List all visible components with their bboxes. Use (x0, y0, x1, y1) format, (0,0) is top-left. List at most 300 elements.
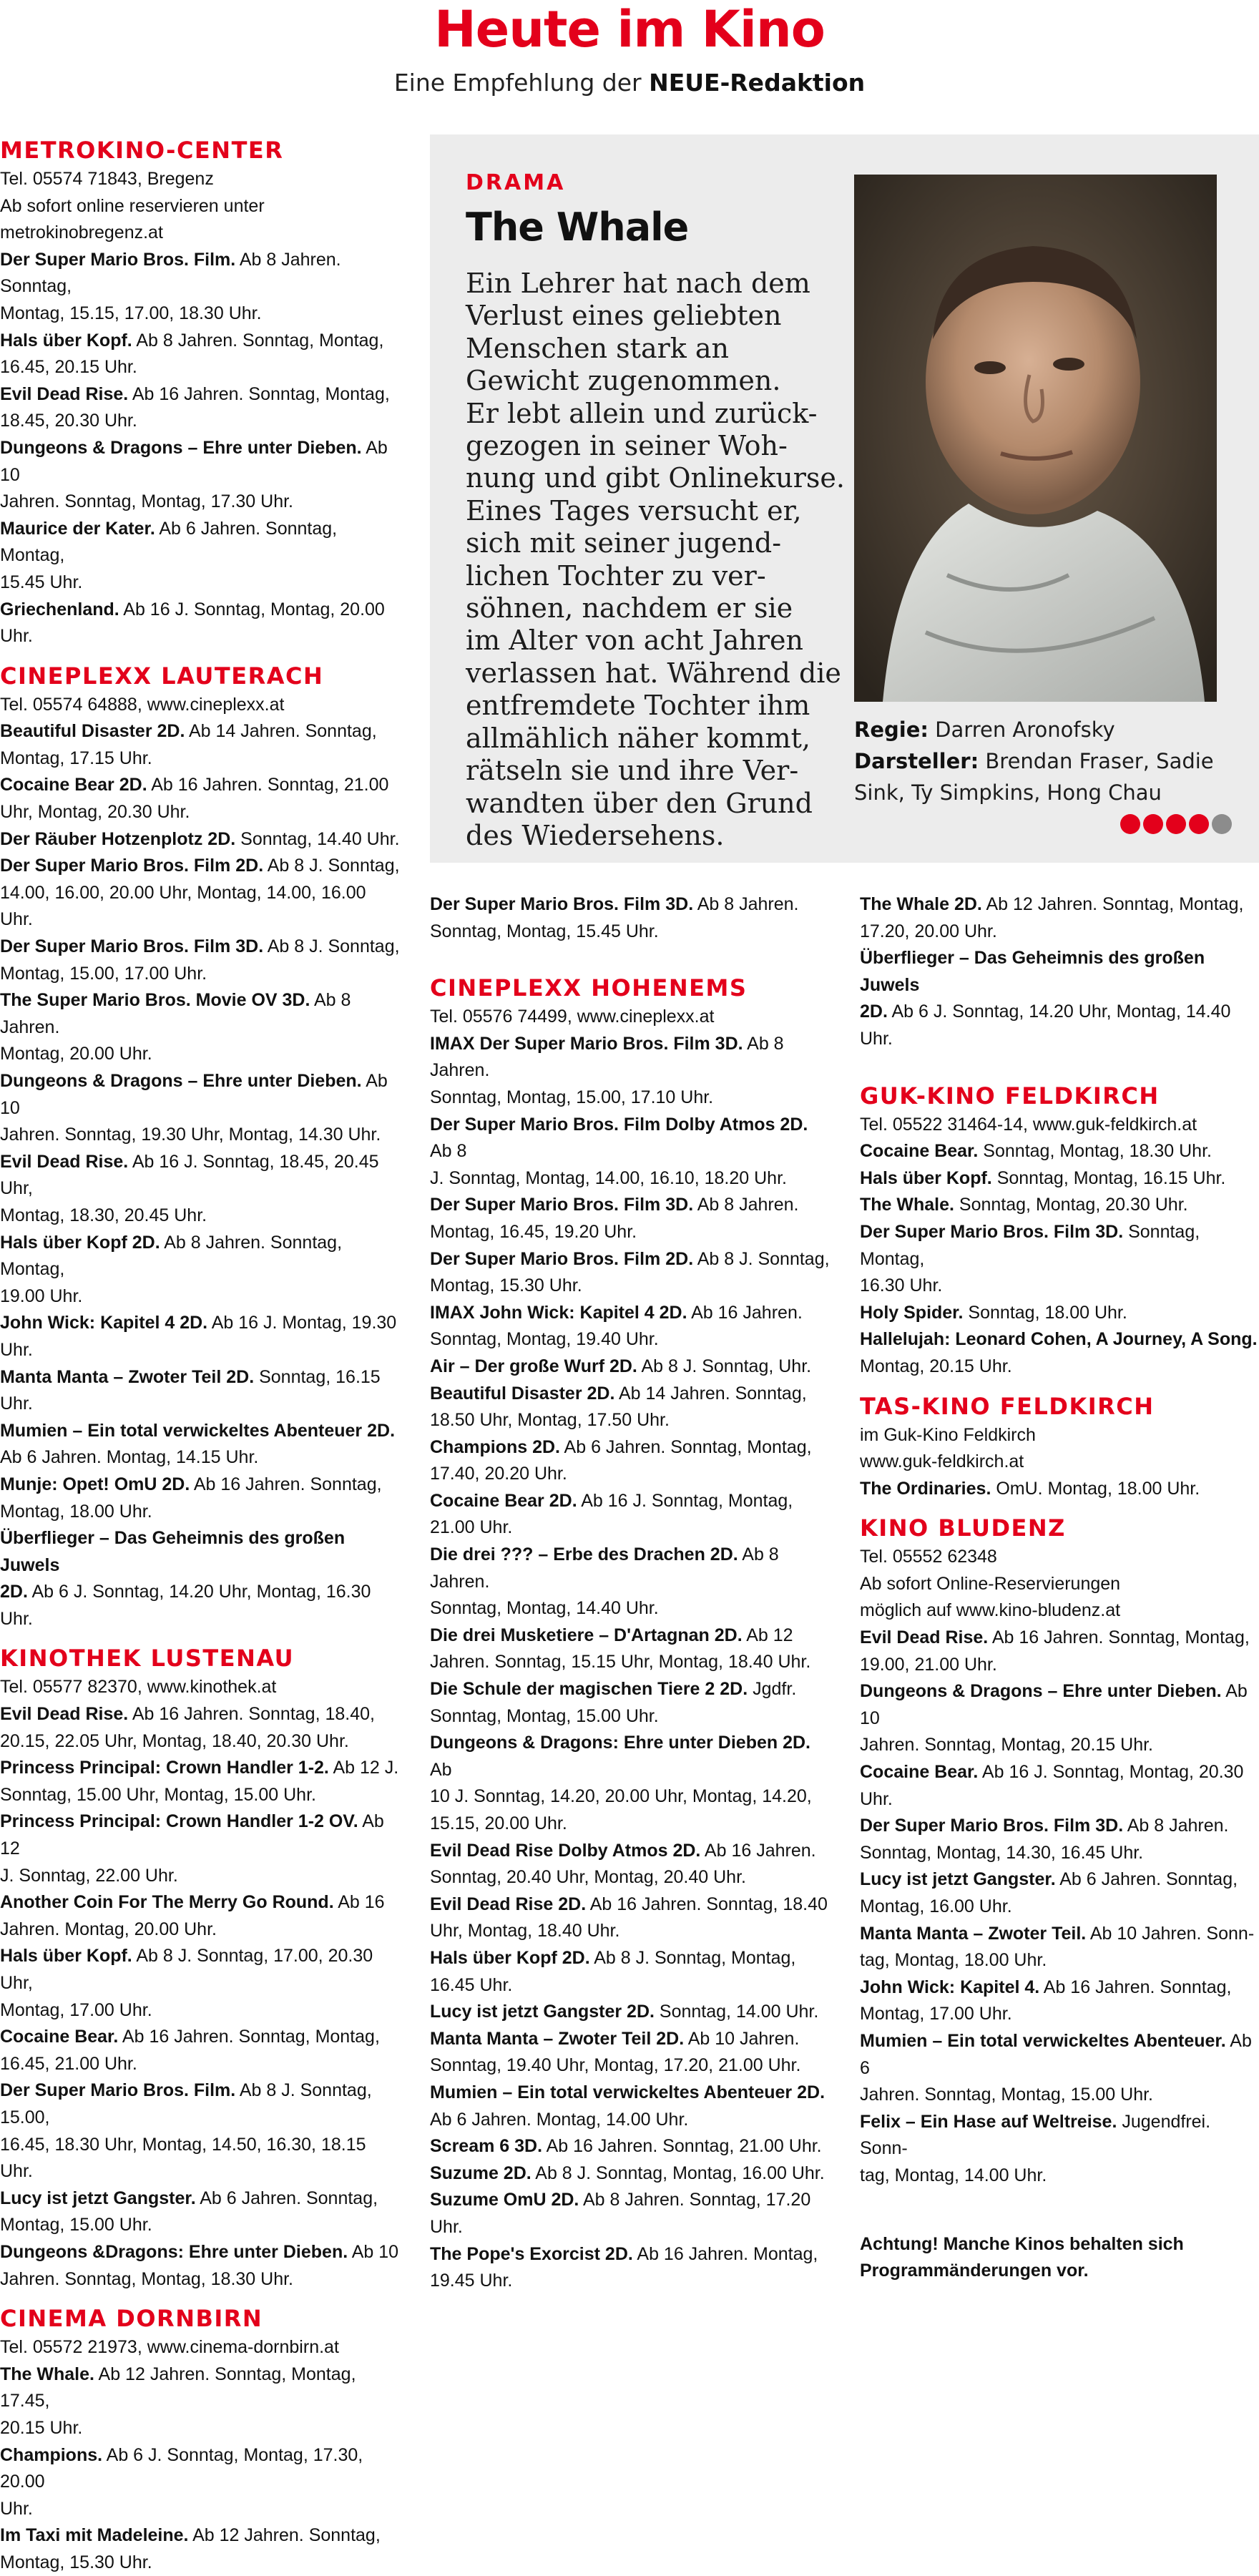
film-title: Cocaine Bear. (0, 2027, 119, 2047)
film-listing-line (0, 961, 401, 988)
film-listing-line (430, 1999, 831, 2026)
film-details: Ab 8 Jahren. (430, 1033, 784, 1081)
film-details: Jgdfr. (748, 1679, 797, 1700)
film-listing-line (430, 1783, 831, 1811)
film-details: Jahren. Sonntag, 19.30 Uhr, Montag, 14.30 Uhr. (0, 1125, 381, 1145)
film-listing-line (860, 1974, 1259, 2002)
film-details: Uhr, Montag, 18.40 Uhr. (430, 1921, 620, 1941)
film-details: Sonntag, 19.40 Uhr, Montag, 17.20, 21.00 Uhr. (430, 2055, 801, 2076)
film-title: Dungeons &Dragons: Ehre unter Dieben. (0, 2241, 348, 2262)
film-details: Ab 16 Jahren. Sonntag, 21.00 Uhr. (542, 2136, 822, 2157)
film-details: Ab 16 Jahren. Sonntag, 18.40 (586, 1894, 828, 1914)
film-title: Felix – Ein Hase auf Weltreise. (860, 2111, 1117, 2132)
film-details: Ab 12 Jahren. Sonntag, Montag, (981, 894, 1244, 914)
film-listing-line (0, 1755, 401, 1782)
film-listing-line (430, 1407, 831, 1434)
film-title: Der Super Mario Bros. Film 2D. (0, 856, 264, 876)
film-details: Sonntag, 18.00 Uhr. (963, 1302, 1127, 1323)
feature-title: The Whale (466, 205, 689, 250)
feature-text-line: entfremdete Tochter ihm (466, 690, 810, 722)
film-listing-line (0, 2077, 401, 2131)
film-listing-line (0, 826, 401, 853)
film-title: Holy Spider. (860, 1302, 964, 1323)
feature-credits (854, 714, 1240, 808)
film-listing-line (0, 1364, 401, 1418)
film-listing-line (0, 987, 401, 1041)
film-details: tag, Montag, 14.00 Uhr. (860, 2165, 1047, 2185)
film-details: Sonntag, Montag, 19.40 Uhr. (430, 1329, 659, 1350)
film-title: Evil Dead Rise. (860, 1627, 989, 1648)
film-title: Der Super Mario Bros. Film Dolby Atmos 2D. (430, 1114, 808, 1135)
left-column (0, 134, 401, 2576)
film-listing-line (860, 1165, 1259, 1192)
film-listing-line (860, 2082, 1259, 2109)
feature-text-line: im Alter von acht Jahren (466, 625, 804, 657)
film-listing-line (860, 1921, 1259, 1948)
film-title: Air – Der große Wurf 2D. (430, 1356, 637, 1376)
feature-text-line: wandten über den Grund (466, 787, 813, 819)
film-listing-line (430, 1192, 831, 1219)
film-listing-line (860, 2109, 1259, 2163)
film-details: Montag, 20.00 Uhr. (0, 1044, 152, 1064)
film-details: Ab 16 J. Montag, 19.30 Uhr. (0, 1313, 397, 1360)
film-listing-line (430, 1219, 831, 1246)
film-listing-line (0, 597, 401, 650)
cinema-block (0, 2303, 401, 2576)
feature-text-line: Ein Lehrer hat nach dem (466, 268, 810, 299)
film-listing-line (860, 1840, 1259, 1867)
film-details: Montag, 17.00 Uhr. (860, 2004, 1012, 2024)
film-details: Ab 10 (348, 2241, 399, 2262)
film-details: Ab 8 Jahren. (693, 1195, 799, 1215)
film-listing-line (430, 1972, 831, 1999)
film-details: Ab 8 J. Sonntag, Montag, (589, 1947, 796, 1968)
film-title: Mumien – Ein total verwickeltes Abenteuer. (860, 2030, 1226, 2051)
film-listing-line (0, 328, 401, 355)
film-details: Montag, 15.00, 17.00 Uhr. (0, 963, 207, 984)
film-title: Manta Manta – Zwoter Teil 2D. (0, 1366, 255, 1387)
film-listing-line (0, 2361, 401, 2415)
film-title: Lucy ist jetzt Gangster. (860, 1869, 1056, 1890)
film-listing-line (860, 1866, 1259, 1894)
right-column (860, 891, 1259, 2285)
film-listing-line (0, 354, 401, 381)
film-title: Scream 6 3D. (430, 2136, 543, 2157)
film-listing-line (0, 2132, 401, 2185)
film-title: Suzume OmU 2D. (430, 2190, 579, 2210)
film-listing-line (860, 1678, 1259, 1732)
film-details: Ab 8 J. Sonntag, 15.00, (0, 2080, 372, 2127)
feature-text-line: sich mit seiner jugend- (466, 527, 782, 559)
film-listing-line (430, 2052, 831, 2080)
film-details: 16.45, 18.30 Uhr, Montag, 14.50, 16.30, 18.15 Uhr. (0, 2134, 366, 2182)
film-listing-line (430, 1031, 831, 1084)
rating-dot-filled (1166, 814, 1186, 834)
film-title: Die Schule der magischen Tiere 2 2D. (430, 1679, 748, 1700)
film-details: Ab 16 (333, 1892, 385, 1913)
cinema-block (0, 1642, 401, 2293)
film-listing-line (860, 2163, 1259, 2190)
film-details: Ab 8 Jahren. Sonntag, 17.20 Uhr. (430, 2190, 811, 2237)
film-title: The Ordinaries. (860, 1478, 991, 1499)
film-title: Evil Dead Rise. (0, 1704, 129, 1725)
film-listing-line (0, 1203, 401, 1230)
film-listing-line (0, 1230, 401, 1283)
cinema-info: Tel. 05574 71843, Bregenz (0, 169, 214, 189)
film-listing-line (430, 1273, 831, 1300)
film-listing-line (430, 1838, 831, 1865)
film-title: Maurice der Kater. (0, 518, 155, 539)
film-details: Jahren. Sonntag, Montag, 18.30 Uhr. (0, 2268, 293, 2289)
feature-text-line: verlassen hat. Während die (466, 657, 841, 689)
cinema-name: CINEPLEXX HOHENEMS (430, 974, 748, 1002)
film-details: Montag, 16.00 Uhr. (860, 1896, 1012, 1916)
film-details: Ab 6 J. Sonntag, 14.20 Uhr, Montag, 14.40 Uhr. (860, 1001, 1231, 1049)
film-title: 2D. (860, 1001, 888, 1022)
film-details: Ab 8 Jahren. Sonntag, Montag, (132, 330, 384, 351)
film-title: Champions. (0, 2444, 103, 2465)
cinema-info: Tel. 05577 82370, www.kinothek.at (0, 1677, 277, 1698)
film-details: Ab (430, 1759, 452, 1780)
film-details: Sonntag, Montag, 16.15 Uhr. (991, 1167, 1226, 1188)
film-details: Ab 6 Jahren. Sonntag, (1055, 1869, 1238, 1890)
film-details: Ab 8 (430, 1141, 467, 1162)
cinema-info: im Guk-Kino Feldkirch (860, 1424, 1036, 1445)
film-details: Ab 12 J. (328, 1758, 399, 1778)
film-details: Ab 6 Jahren. Sonntag, (195, 2188, 378, 2208)
film-title: Hals über Kopf. (860, 1167, 992, 1188)
film-listing-line (430, 2241, 831, 2268)
film-details: Ab 6 Jahren. Sonntag, Montag, (0, 518, 338, 566)
film-listing-line (0, 1122, 401, 1149)
film-listing-line (0, 1728, 401, 1755)
film-details: Ab 6 J. Sonntag, 14.20 Uhr, Montag, 16.30 Uhr. (0, 1582, 371, 1629)
rating-dots (1120, 814, 1232, 836)
film-details: Ab 14 Jahren. Sonntag, (185, 721, 377, 742)
feature-text-line: Er lebt allein und zurück- (466, 397, 818, 429)
cinema-info: Tel. 05576 74499, www.cineplexx.at (430, 1007, 715, 1027)
film-listing-line (430, 1918, 831, 1945)
film-listing-line (0, 1889, 401, 1916)
film-title: Champions 2D. (430, 1436, 560, 1457)
film-details: Sonntag, 20.40 Uhr, Montag, 20.40 Uhr. (430, 1867, 746, 1888)
film-details: Ab 8 J. Sonntag, (263, 856, 400, 876)
film-listing-line (430, 2160, 831, 2188)
film-title: Hals über Kopf 2D. (0, 1232, 160, 1253)
film-listing-line (430, 1165, 831, 1192)
film-listing-line (430, 2268, 831, 2295)
film-listing-line (0, 2550, 401, 2576)
feature-text-line: Eines Tages versucht er, (466, 494, 802, 527)
film-details: Ab 6 Jahren. Montag, 14.00 Uhr. (430, 2109, 689, 2130)
cinema-info: Ab sofort online reservieren unter (0, 195, 265, 216)
film-title: Cocaine Bear 2D. (0, 775, 147, 795)
film-details: 14.00, 16.00, 20.00 Uhr, Montag, 14.00, 16.00 Uhr. (0, 882, 366, 930)
director-line: Regie: Darren Aronofsky (854, 718, 1115, 742)
film-details: Ab 10 (860, 1681, 1248, 1728)
film-listing-line (430, 919, 831, 946)
film-title: Griechenland. (0, 599, 119, 619)
film-details: Ab 16 Jahren. Montag, (632, 2243, 818, 2264)
film-listing-line (430, 1891, 831, 1919)
film-details: Uhr. (0, 2498, 33, 2519)
film-listing-line (0, 1579, 401, 1632)
film-listing-line (430, 891, 831, 919)
film-listing-line (430, 1595, 831, 1622)
film-listing-line (0, 2266, 401, 2293)
film-listing-line (430, 1084, 831, 1112)
film-details: Sonntag, Montag, (860, 1221, 1200, 1269)
film-listing-line (430, 1300, 831, 1327)
cinema-block (430, 891, 831, 945)
film-details: Ab 12 Jahren. Sonntag, (188, 2525, 381, 2546)
film-listing-line (0, 381, 401, 408)
film-title: Hals über Kopf. (0, 1946, 132, 1967)
cinema-info: Tel. 05572 21973, www.cinema-dornbirn.at (0, 2337, 339, 2358)
film-details: Ab 12 Jahren. Sonntag, Montag, 17.45, (0, 2364, 356, 2411)
film-listing-line (0, 408, 401, 435)
feature-text-line: Menschen stark an (466, 332, 729, 364)
film-details: Ab 16 Jahren. (700, 1840, 816, 1861)
film-title: Der Super Mario Bros. Film 3D. (0, 936, 264, 957)
film-details: Montag, 18.30, 20.45 Uhr. (0, 1205, 207, 1225)
film-title: Cocaine Bear. (860, 1762, 979, 1783)
film-details: Ab 8 J. Sonntag, 17.00, 20.30 Uhr, (0, 1946, 373, 1993)
film-details: tag, Montag, 18.00 Uhr. (860, 1950, 1047, 1971)
cinema-info: metrokinobregenz.at (0, 222, 163, 243)
film-details: Ab 8 Jahren. (1123, 1816, 1229, 1836)
film-details: Sonntag, 15.00 Uhr, Montag, 15.00 Uhr. (0, 1784, 316, 1805)
film-listing-line (0, 1701, 401, 1728)
film-listing-line (430, 1622, 831, 1650)
cinema-block (0, 660, 401, 1633)
film-details: Jugendfrei. Sonn- (860, 2111, 1211, 2159)
film-listing-line (0, 2239, 401, 2266)
film-details: Montag, 15.15, 17.00, 18.30 Uhr. (0, 303, 262, 323)
film-details: 19.45 Uhr. (430, 2271, 513, 2291)
film-details: Ab 8 Jahren. Sonntag, Montag, (0, 1232, 343, 1280)
cinema-info: Tel. 05552 62348 (860, 1547, 997, 1567)
film-listing-line (430, 1542, 831, 1595)
film-details: Jahren. Sonntag, 15.15 Uhr, Montag, 18.40 Uhr. (430, 1652, 811, 1673)
feature-description (466, 268, 866, 852)
page-title: Heute im Kino (434, 0, 825, 59)
film-listing-line (430, 1945, 831, 1972)
film-listing-line (0, 745, 401, 773)
film-listing-line (0, 934, 401, 961)
film-title: Evil Dead Rise. (0, 1151, 129, 1172)
film-details: Ab 16 Jahren. (687, 1302, 803, 1323)
film-listing-line (0, 1997, 401, 2024)
film-title: Der Super Mario Bros. Film. (0, 249, 236, 270)
film-title: Evil Dead Rise. (0, 383, 129, 404)
film-details: Ab 16 Jahren. Sonntag, (1039, 1977, 1232, 1997)
film-title: Überflieger – Das Geheimnis des großen Juwels (860, 948, 1205, 995)
feature-text-line: söhnen, nachdem er sie (466, 592, 793, 625)
cinema-info: www.guk-feldkirch.at (860, 1451, 1024, 1472)
feature-text-line: nung und gibt Onlinekurse. (466, 462, 845, 494)
cinema-name: CINEPLEXX LAUTERACH (0, 662, 324, 690)
disclaimer-line: Achtung! Manche Kinos behalten sich (860, 2233, 1184, 2254)
film-title: Dungeons & Dragons – Ehre unter Dieben. (0, 1071, 362, 1091)
cinema-name: TAS-KINO FELDKIRCH (860, 1392, 1155, 1420)
film-listing-line (0, 2522, 401, 2550)
film-details: 20.15 Uhr. (0, 2417, 83, 2438)
film-title: Princess Principal: Crown Handler 1-2 OV. (0, 1811, 358, 1832)
film-details: Ab 14 Jahren. Sonntag, (614, 1383, 807, 1404)
film-listing-line (430, 1730, 831, 1783)
film-details: Ab 16 Jahren. Sonntag, (190, 1474, 382, 1494)
film-details: Ab 16 J. Sonntag, Montag, 21.00 Uhr. (430, 1490, 793, 1538)
film-listing-line (860, 919, 1259, 946)
film-details: Sonntag, Montag, 15.00, 17.10 Uhr. (430, 1087, 714, 1107)
film-title: Der Räuber Hotzenplotz 2D. (0, 828, 236, 849)
film-details: Montag, 17.00 Uhr. (0, 1999, 152, 2020)
film-details: Montag, 18.00 Uhr. (0, 1501, 152, 1522)
film-details: J. Sonntag, 22.00 Uhr. (0, 1865, 178, 1886)
film-details: 18.50 Uhr, Montag, 17.50 Uhr. (430, 1410, 670, 1431)
cinema-block (860, 1080, 1259, 1381)
film-listing-line (0, 853, 401, 880)
cinema-block (0, 134, 401, 650)
film-title: The Super Mario Bros. Movie OV 3D. (0, 990, 310, 1011)
cinema-block (860, 1391, 1259, 1503)
film-details: 15.15, 20.00 Uhr. (430, 1813, 567, 1833)
film-details: 17.40, 20.20 Uhr. (430, 1464, 567, 1484)
cinema-info: möglich auf www.kino-bludenz.at (860, 1600, 1121, 1621)
film-title: Cocaine Bear. (860, 1141, 979, 1162)
film-details: Ab 8 Jahren. (693, 894, 799, 914)
film-listing-line (430, 1381, 831, 1408)
rating-dot-filled (1120, 814, 1140, 834)
film-listing-line (0, 772, 401, 799)
cinema-name: KINO BLUDENZ (860, 1514, 1066, 1542)
film-details: Montag, 15.30 Uhr. (0, 2552, 152, 2572)
film-title: Evil Dead Rise Dolby Atmos 2D. (430, 1840, 701, 1861)
cinema-name: GUK-KINO FELDKIRCH (860, 1082, 1160, 1110)
feature-text-line: rätseln sie und ihre Ver- (466, 755, 799, 787)
film-title: Princess Principal: Crown Handler 1-2. (0, 1758, 329, 1778)
film-title: Der Super Mario Bros. Film 3D. (430, 1195, 694, 1215)
film-title: Mumien – Ein total verwickeltes Abenteuer 2D. (430, 2082, 826, 2102)
film-details: Ab 6 J. Sonntag, Montag, 17.30, 20.00 (0, 2444, 363, 2492)
film-listing-line (0, 435, 401, 489)
film-listing-line (860, 1192, 1259, 1219)
film-details: Jahren. Sonntag, Montag, 17.30 Uhr. (0, 491, 293, 512)
film-details: Ab 10 Jahren. (684, 2028, 800, 2049)
film-listing-line (0, 2185, 401, 2213)
film-details: Ab 12 (0, 1811, 384, 1859)
cinema-name: METROKINO-CENTER (0, 137, 284, 164)
cinema-info: Tel. 05574 64888, www.cineplexx.at (0, 694, 285, 715)
film-details: 19.00 Uhr. (0, 1285, 83, 1306)
film-details: Montag, 15.00 Uhr. (0, 2215, 152, 2235)
cinema-name: CINEMA DORNBIRN (0, 2305, 263, 2333)
film-listing-line (0, 1916, 401, 1944)
film-details: J. Sonntag, Montag, 14.00, 16.10, 18.20 Uhr. (430, 1167, 787, 1188)
cinema-block (860, 891, 1259, 1053)
film-title: Im Taxi mit Madeleine. (0, 2525, 189, 2546)
film-title: Suzume 2D. (430, 2163, 531, 2183)
film-details: Ab 6 (860, 2030, 1252, 2078)
film-listing-line (0, 1808, 401, 1862)
film-details: Uhr, Montag, 20.30 Uhr. (0, 802, 190, 823)
film-title: Another Coin For The Merry Go Round. (0, 1892, 334, 1913)
film-details: Ab 8 Jahren. (430, 1544, 779, 1592)
film-title: The Whale 2D. (860, 894, 982, 914)
film-listing-line (0, 2212, 401, 2239)
feature-text-line: Verlust eines geliebten (466, 300, 782, 332)
film-details: Sonntag, Montag, 14.40 Uhr. (430, 1598, 659, 1619)
film-title: Überflieger – Das Geheimnis des großen Juwels (0, 1528, 346, 1575)
film-listing-line (860, 891, 1259, 919)
film-details: Ab 10 (0, 1071, 388, 1118)
film-details: Ab 16 Jahren. Sonntag, Montag, (118, 2027, 380, 2047)
film-title: Munje: Opet! OmU 2D. (0, 1474, 190, 1494)
film-listing-line (860, 1300, 1259, 1327)
film-listing-line (860, 1947, 1259, 1974)
film-details: Sonntag, Montag, 15.00 Uhr. (430, 1705, 659, 1726)
film-listing-line (860, 2001, 1259, 2028)
film-listing-line (0, 799, 401, 826)
rating-dot-filled (1143, 814, 1163, 834)
film-title: Hals über Kopf. (0, 330, 132, 351)
film-details: Ab 16 J. Sonntag, Montag, 20.30 Uhr. (860, 1762, 1244, 1809)
film-title: Die drei ??? – Erbe des Drachen 2D. (430, 1544, 738, 1565)
film-listing-line (0, 1471, 401, 1499)
film-title: Der Super Mario Bros. Film 3D. (860, 1816, 1124, 1836)
rating-dot-empty (1212, 814, 1232, 834)
film-title: Evil Dead Rise 2D. (430, 1894, 587, 1914)
film-listing-line (430, 2080, 831, 2107)
film-listing-line (0, 569, 401, 597)
film-listing-line (860, 1476, 1259, 1503)
film-listing-line (860, 1326, 1259, 1353)
film-details: Sonntag, Montag, 18.30 Uhr. (978, 1141, 1212, 1162)
film-listing-line (0, 2051, 401, 2078)
film-details: Ab 16 Jahren. Sonntag, 21.00 (147, 775, 389, 795)
film-details: 15.45 Uhr. (0, 572, 83, 592)
film-details: Montag, 17.15 Uhr. (0, 748, 152, 768)
film-listing-line (0, 718, 401, 745)
film-details: Sonntag, 16.15 Uhr. (0, 1366, 381, 1414)
film-listing-line (0, 1310, 401, 1363)
film-details: Ab 8 J. Sonntag, Montag, 16.00 Uhr. (531, 2163, 825, 2183)
film-title: John Wick: Kapitel 4 2D. (0, 1313, 208, 1333)
film-details: Ab 10 Jahren. Sonn- (1086, 1923, 1255, 1944)
film-listing-line (860, 1813, 1259, 1840)
film-details: 16.30 Uhr. (860, 1275, 943, 1296)
film-details: 19.00, 21.00 Uhr. (860, 1654, 997, 1675)
film-listing-line (0, 516, 401, 569)
film-details: Ab 12 (742, 1625, 793, 1645)
movie-still-image (854, 175, 1217, 702)
film-title: Dungeons & Dragons – Ehre unter Dieben. (0, 437, 362, 458)
film-listing-line (430, 1703, 831, 1730)
film-listing-line (430, 1434, 831, 1461)
film-listing-line (860, 1759, 1259, 1813)
film-title: Lucy ist jetzt Gangster. (0, 2188, 196, 2208)
film-listing-line (0, 1418, 401, 1445)
disclaimer-note (860, 2231, 1259, 2285)
film-listing-line (0, 2442, 401, 2496)
film-listing-line (860, 999, 1259, 1052)
film-details: Ab 8 Jahren. Sonntag, (0, 249, 341, 297)
feature-text-line: gezogen in seiner Woh- (466, 430, 788, 462)
film-details: Jahren. Montag, 20.00 Uhr. (0, 1919, 217, 1939)
film-details: Sonntag, Montag, 15.45 Uhr. (430, 921, 659, 941)
film-details: Ab 16 J. Sonntag, 18.45, 20.45 Uhr, (0, 1151, 379, 1199)
